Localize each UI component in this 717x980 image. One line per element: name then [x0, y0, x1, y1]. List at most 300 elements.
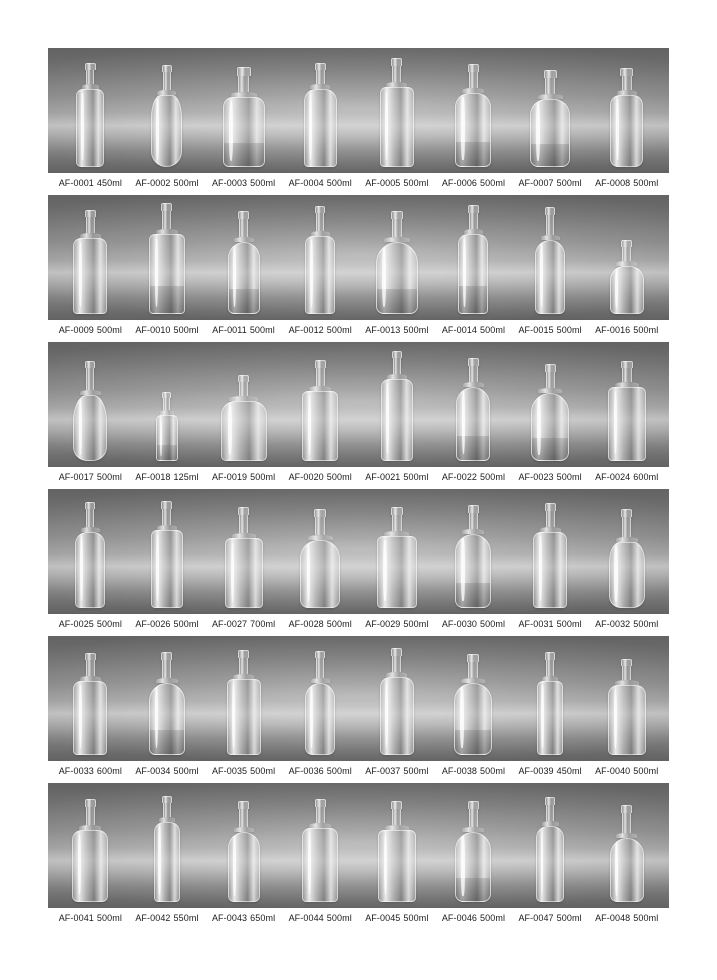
bottle-code: AF-0015	[518, 325, 554, 335]
bottle-code: AF-0016	[595, 325, 631, 335]
bottle-thumbnail[interactable]	[513, 49, 587, 167]
bottle-body	[302, 391, 338, 461]
bottle-cap	[238, 801, 249, 809]
bottle-thumbnail[interactable]	[360, 637, 434, 755]
bottle-neck	[163, 803, 171, 817]
bottle-volume: 500ml	[480, 619, 506, 629]
bottle-neck	[238, 76, 249, 92]
bottle-thumbnail[interactable]	[590, 196, 664, 314]
bottle-body	[302, 828, 338, 902]
bottle-body	[221, 401, 267, 461]
bottle-body	[609, 542, 645, 608]
bottle-caption	[130, 913, 204, 923]
bottle-volume: 500ml	[96, 472, 122, 482]
bottle-group	[48, 195, 669, 320]
bottle-code: AF-0023	[518, 472, 554, 482]
bottle-code: AF-0003	[211, 178, 248, 188]
bottle-cap	[621, 240, 632, 247]
bottle-neck	[469, 213, 478, 229]
bottle-neck	[86, 660, 95, 676]
bottle-neck	[546, 215, 554, 235]
bottle-image	[76, 63, 104, 167]
bottle-cap	[468, 505, 479, 513]
bottle-cap	[314, 509, 326, 517]
bottle-thumbnail[interactable]	[436, 49, 510, 167]
bottle-volume: 500ml	[96, 913, 122, 923]
bottle-neck	[162, 660, 171, 678]
bottle-body	[380, 87, 414, 167]
bottle-volume: 500ml	[480, 178, 506, 188]
bottle-volume: 500ml	[633, 913, 659, 923]
bottle-thumbnail[interactable]	[207, 343, 281, 461]
bottle-body	[305, 236, 335, 314]
bottle-caption	[590, 766, 664, 776]
bottle-thumbnail[interactable]	[590, 343, 664, 461]
bottle-thumbnail[interactable]	[513, 343, 587, 461]
bottle-neck	[316, 70, 325, 84]
bottle-image	[531, 364, 569, 461]
bottle-image	[456, 358, 490, 461]
bottle-cap	[161, 652, 172, 660]
bottle-caption	[207, 913, 281, 923]
bottle-image	[72, 799, 108, 902]
bottle-caption	[436, 619, 510, 629]
bottle-code: AF-0032	[595, 619, 631, 629]
bottle-code: AF-0010	[135, 325, 171, 335]
bottle-image	[73, 653, 107, 755]
bottle-code: AF-0028	[288, 619, 324, 629]
bottle-neck	[86, 807, 95, 825]
bottle-code: AF-0020	[288, 472, 324, 482]
bottle-image	[610, 805, 644, 902]
bottle-caption	[360, 325, 434, 335]
bottle-caption	[590, 619, 664, 629]
bottle-cap	[315, 206, 325, 213]
bottle-caption	[590, 472, 664, 482]
caption-group	[48, 320, 669, 335]
bottle-neck	[392, 66, 401, 82]
bottle-thumbnail[interactable]	[130, 784, 204, 902]
bottle-image	[225, 507, 263, 608]
bottle-volume: 500ml	[480, 472, 506, 482]
bottle-caption	[53, 913, 127, 923]
bottle-code: AF-0021	[365, 472, 401, 482]
bottle-volume: 500ml	[173, 178, 199, 188]
bottle-cap	[85, 361, 95, 368]
bottle-cap	[315, 651, 325, 658]
catalog-row	[48, 636, 669, 776]
bottle-cap	[544, 70, 557, 78]
bottle-volume: 500ml	[633, 178, 659, 188]
catalog-row	[48, 195, 669, 335]
bottle-image	[610, 240, 644, 314]
bottle-caption	[436, 766, 510, 776]
bottle-thumbnail[interactable]	[436, 343, 510, 461]
bottle-thumbnail[interactable]	[53, 196, 127, 314]
shelf-backdrop	[48, 783, 669, 908]
bottle-cap	[467, 654, 479, 662]
bottle-cap	[468, 205, 479, 213]
bottle-body	[305, 683, 335, 755]
bottle-thumbnail[interactable]	[513, 490, 587, 608]
shelf-backdrop	[48, 48, 669, 173]
bottle-cap	[391, 801, 402, 809]
bottle-body	[72, 830, 108, 902]
bottle-volume: 650ml	[250, 913, 276, 923]
bottle-code: AF-0007	[518, 178, 554, 188]
bottle-body	[380, 677, 414, 755]
bottle-neck	[469, 809, 478, 827]
bottle-neck	[546, 511, 555, 527]
bottle-cap	[545, 797, 555, 805]
bottle-thumbnail[interactable]	[207, 637, 281, 755]
bottle-cap	[315, 360, 326, 368]
caption-group	[48, 908, 669, 923]
bottle-volume: 500ml	[96, 325, 122, 335]
bottle-body	[610, 95, 643, 167]
bottle-cap	[545, 207, 555, 215]
bottle-caption	[53, 766, 127, 776]
bottle-body	[223, 97, 265, 167]
bottle-caption	[436, 913, 510, 923]
bottle-body	[455, 832, 491, 902]
bottle-caption	[283, 913, 357, 923]
bottle-neck	[392, 809, 401, 825]
bottle-code: AF-0046	[441, 913, 478, 923]
bottle-cap	[391, 507, 403, 515]
bottle-caption	[513, 178, 587, 188]
bottle-image	[300, 509, 340, 608]
bottle-image	[380, 648, 414, 755]
bottle-volume: 500ml	[250, 472, 276, 482]
bottle-thumbnail[interactable]	[130, 637, 204, 755]
bottle-image	[149, 203, 185, 314]
bottle-neck	[316, 213, 324, 231]
bottle-thumbnail[interactable]	[283, 343, 357, 461]
bottle-body	[376, 242, 418, 314]
bottle-image	[609, 509, 645, 608]
bottle-image	[380, 58, 414, 167]
bottle-caption	[590, 178, 664, 188]
bottle-image	[223, 67, 265, 167]
bottle-caption	[360, 619, 434, 629]
bottle-neck	[469, 513, 478, 529]
bottle-neck	[239, 382, 248, 396]
bottle-image	[151, 501, 183, 608]
bottle-code: AF-0040	[595, 766, 631, 776]
bottle-thumbnail[interactable]	[130, 490, 204, 608]
bottle-cap	[545, 364, 556, 372]
bottle-body	[608, 685, 646, 755]
bottle-thumbnail[interactable]	[53, 490, 127, 608]
bottle-caption	[207, 472, 281, 482]
bottle-thumbnail[interactable]	[130, 49, 204, 167]
bottle-caption	[130, 619, 204, 629]
bottle-code: AF-0018	[135, 472, 171, 482]
bottle-cap	[161, 203, 172, 211]
bottle-volume: 500ml	[249, 325, 275, 335]
bottle-thumbnail[interactable]	[360, 343, 434, 461]
bottle-image	[455, 505, 491, 608]
bottle-neck	[622, 368, 632, 382]
bottle-body	[537, 681, 563, 755]
bottle-caption	[283, 619, 357, 629]
catalog-row	[48, 342, 669, 482]
caption-group	[48, 173, 669, 188]
bottle-cap	[621, 361, 633, 368]
bottle-caption	[283, 178, 357, 188]
bottle-body	[227, 679, 261, 755]
bottle-thumbnail[interactable]	[283, 637, 357, 755]
bottle-thumbnail[interactable]	[283, 784, 357, 902]
bottle-thumbnail[interactable]	[53, 343, 127, 461]
bottle-body	[73, 681, 107, 755]
bottle-thumbnail[interactable]	[207, 49, 281, 167]
bottle-cap	[468, 801, 479, 809]
bottle-image	[156, 392, 178, 461]
bottle-caption	[283, 766, 357, 776]
bottle-volume: 500ml	[326, 472, 352, 482]
bottle-image	[608, 659, 646, 755]
bottle-caption	[436, 472, 510, 482]
bottle-code: AF-0033	[58, 766, 94, 776]
bottle-body	[154, 822, 180, 902]
bottle-image	[221, 375, 267, 461]
bottle-neck	[239, 809, 248, 827]
bottle-volume: 500ml	[326, 619, 352, 629]
bottle-neck	[546, 372, 555, 388]
bottle-code: AF-0013	[365, 325, 401, 335]
bottle-volume: 500ml	[480, 913, 506, 923]
bottle-neck	[392, 515, 402, 531]
bottle-image	[530, 70, 570, 167]
bottle-thumbnail[interactable]	[590, 784, 664, 902]
bottle-code: AF-0006	[441, 178, 478, 188]
bottle-caption	[360, 766, 434, 776]
bottle-code: AF-0044	[288, 913, 324, 923]
bottle-body	[531, 393, 569, 461]
bottle-thumbnail[interactable]	[53, 637, 127, 755]
bottle-caption	[53, 619, 127, 629]
bottle-caption	[130, 178, 204, 188]
bottle-caption	[360, 178, 434, 188]
bottle-cap	[162, 796, 172, 803]
catalog-row	[48, 489, 669, 629]
bottle-cap	[162, 65, 172, 72]
bottle-code: AF-0030	[441, 619, 478, 629]
bottle-image	[455, 64, 491, 167]
bottle-cap	[237, 67, 251, 76]
bottle-thumbnail[interactable]	[436, 196, 510, 314]
bottle-neck	[86, 509, 94, 527]
bottle-group	[48, 342, 669, 467]
bottle-neck	[86, 368, 94, 390]
bottle-thumbnail[interactable]	[207, 196, 281, 314]
bottle-body	[535, 240, 565, 314]
bottle-neck	[622, 813, 631, 833]
bottle-caption	[283, 325, 357, 335]
bottle-code: AF-0041	[58, 913, 94, 923]
bottle-cap	[621, 659, 632, 666]
bottle-caption	[436, 178, 510, 188]
bottle-image	[381, 351, 413, 461]
bottle-caption	[207, 325, 281, 335]
bottle-code: AF-0011	[212, 325, 247, 335]
bottle-cap	[620, 68, 633, 76]
bottle-volume: 500ml	[403, 178, 429, 188]
bottle-thumbnail[interactable]	[590, 49, 664, 167]
bottle-neck	[622, 517, 631, 537]
bottle-volume: 500ml	[250, 178, 276, 188]
bottle-cap	[238, 650, 249, 658]
bottle-image	[535, 207, 565, 314]
bottle-code: AF-0009	[58, 325, 94, 335]
bottle-cap	[238, 507, 249, 515]
bottle-body	[304, 89, 337, 167]
bottle-thumbnail[interactable]	[53, 784, 127, 902]
bottle-volume: 500ml	[250, 766, 276, 776]
bottle-thumbnail[interactable]	[436, 784, 510, 902]
bottle-image	[376, 211, 418, 314]
bottle-neck	[163, 72, 171, 90]
bottle-thumbnail[interactable]	[360, 49, 434, 167]
bottle-thumbnail[interactable]	[360, 784, 434, 902]
bottle-neck	[469, 366, 478, 382]
bottle-volume: 500ml	[403, 766, 429, 776]
bottle-volume: 600ml	[633, 472, 659, 482]
bottle-group	[48, 489, 669, 614]
bottle-neck	[468, 662, 478, 678]
bottle-thumbnail[interactable]	[360, 490, 434, 608]
bottle-body	[610, 838, 644, 902]
bottle-neck	[162, 211, 171, 229]
bottle-image	[149, 652, 185, 755]
bottle-thumbnail[interactable]	[513, 637, 587, 755]
bottle-thumbnail[interactable]	[513, 784, 587, 902]
bottle-body	[456, 387, 490, 461]
bottle-caption	[207, 619, 281, 629]
bottle-code: AF-0026	[135, 619, 171, 629]
bottle-neck	[393, 358, 401, 374]
bottle-volume: 500ml	[556, 472, 582, 482]
bottle-caption	[513, 913, 587, 923]
bottle-image	[610, 68, 643, 167]
bottle-thumbnail[interactable]	[283, 196, 357, 314]
bottle-body	[455, 93, 491, 167]
bottle-caption	[130, 472, 204, 482]
catalog-rows	[48, 48, 669, 930]
bottle-code: AF-0037	[365, 766, 401, 776]
bottle-code: AF-0029	[365, 619, 401, 629]
shelf-backdrop	[48, 489, 669, 614]
bottle-volume: 450ml	[96, 178, 122, 188]
bottle-caption	[283, 472, 357, 482]
bottle-neck	[86, 70, 94, 84]
bottle-image	[151, 65, 182, 167]
bottle-image	[73, 361, 107, 461]
bottle-thumbnail[interactable]	[130, 343, 204, 461]
bottle-cap	[545, 503, 556, 511]
bottle-thumbnail[interactable]	[207, 490, 281, 608]
bottle-image	[73, 210, 107, 314]
bottle-volume: 600ml	[96, 766, 122, 776]
shelf-backdrop	[48, 195, 669, 320]
bottle-code: AF-0039	[518, 766, 554, 776]
bottle-code: AF-0031	[518, 619, 554, 629]
bottle-neck	[316, 658, 324, 678]
bottle-code: AF-0017	[58, 472, 94, 482]
bottle-volume: 450ml	[556, 766, 582, 776]
bottle-code: AF-0024	[595, 472, 631, 482]
bottle-cap	[238, 375, 249, 382]
bottle-volume: 500ml	[633, 619, 659, 629]
bottle-neck	[315, 517, 325, 535]
bottle-body	[533, 532, 567, 608]
bottle-thumbnail[interactable]	[283, 490, 357, 608]
bottle-caption	[207, 178, 281, 188]
bottle-thumbnail[interactable]	[513, 196, 587, 314]
bottle-body	[149, 234, 185, 314]
bottle-image	[608, 361, 646, 461]
bottle-image	[305, 651, 335, 755]
bottle-thumbnail[interactable]	[360, 196, 434, 314]
bottle-thumbnail[interactable]	[436, 637, 510, 755]
bottle-image	[75, 502, 105, 608]
bottle-neck	[622, 247, 631, 261]
caption-group	[48, 614, 669, 629]
bottle-neck	[316, 807, 325, 823]
bottle-thumbnail[interactable]	[590, 490, 664, 608]
bottle-cap	[468, 358, 479, 366]
bottle-thumbnail[interactable]	[283, 49, 357, 167]
bottle-volume: 500ml	[173, 766, 199, 776]
bottle-cap	[391, 211, 403, 219]
bottle-body	[73, 238, 107, 314]
bottle-body	[151, 530, 183, 608]
bottle-cap	[85, 63, 96, 70]
bottle-code: AF-0022	[441, 472, 478, 482]
bottle-volume: 500ml	[403, 913, 429, 923]
bottle-cap	[85, 210, 96, 217]
bottle-body	[151, 95, 182, 167]
bottle-cap	[85, 502, 95, 509]
bottle-image	[302, 799, 338, 902]
bottle-image	[228, 801, 260, 902]
bottle-code: AF-0034	[135, 766, 171, 776]
bottle-volume: 500ml	[326, 178, 352, 188]
bottle-group	[48, 48, 669, 173]
bottle-thumbnail[interactable]	[590, 637, 664, 755]
bottle-neck	[392, 656, 401, 672]
bottle-body	[455, 534, 491, 608]
bottle-thumbnail[interactable]	[53, 49, 127, 167]
bottle-neck	[546, 660, 554, 676]
bottle-thumbnail[interactable]	[130, 196, 204, 314]
bottle-cap	[391, 648, 402, 656]
bottle-thumbnail[interactable]	[207, 784, 281, 902]
bottle-image	[304, 63, 337, 167]
bottle-thumbnail[interactable]	[436, 490, 510, 608]
bottle-volume: 500ml	[326, 913, 352, 923]
bottle-neck	[546, 805, 554, 821]
bottle-volume: 500ml	[480, 766, 506, 776]
bottle-caption	[513, 472, 587, 482]
bottle-body	[300, 540, 340, 608]
bottle-neck	[469, 72, 478, 88]
catalog-row	[48, 783, 669, 923]
bottle-code: AF-0035	[211, 766, 248, 776]
bottle-cap	[468, 64, 479, 72]
